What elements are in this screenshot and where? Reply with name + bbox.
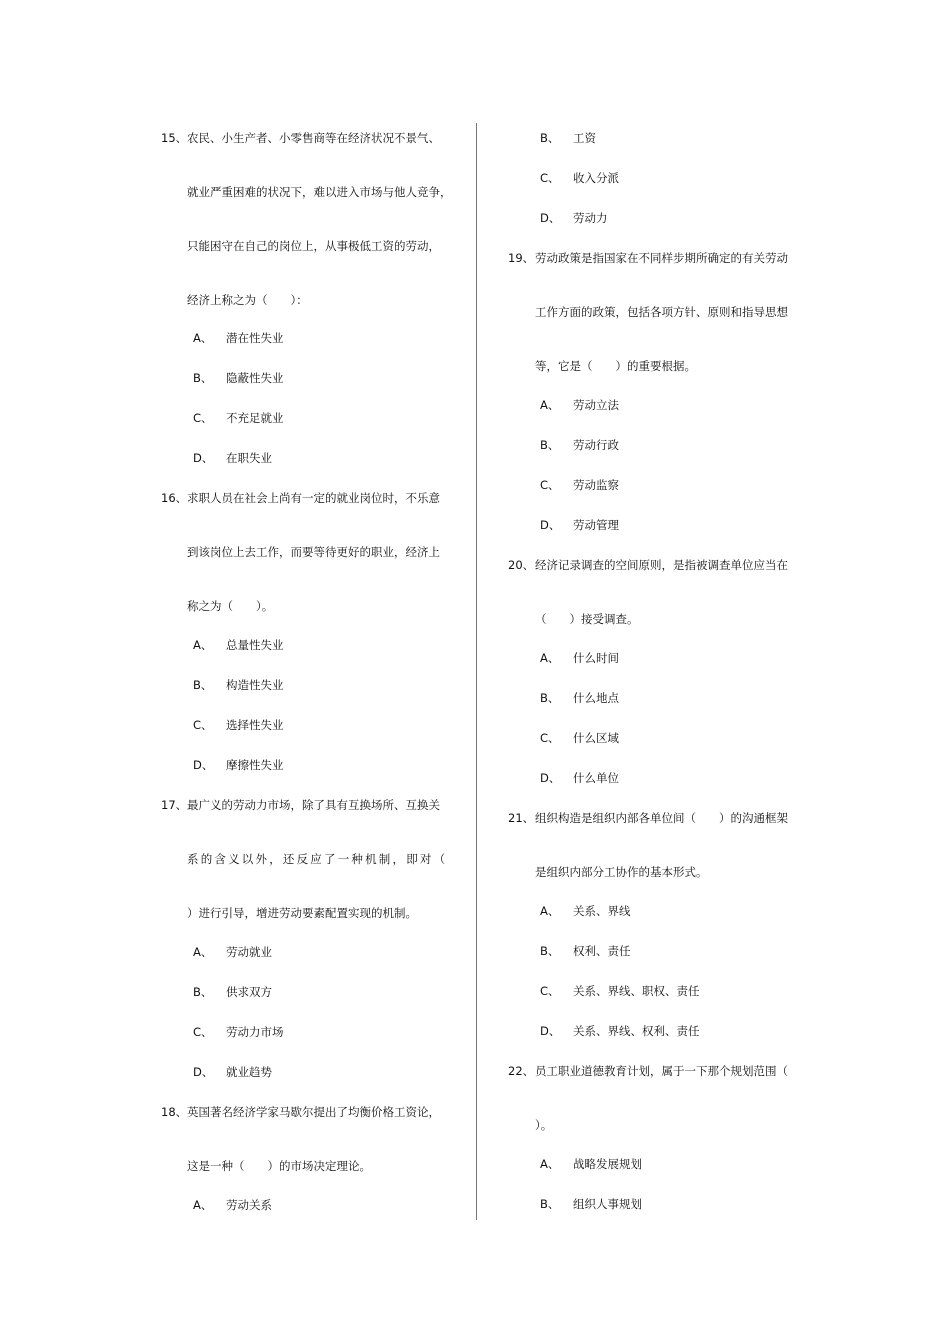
question-text-line: 等，它是（ ）的重要根据。 <box>535 359 696 373</box>
question-text-line: 经济上称之为（ ）： <box>187 293 308 307</box>
option-letter: C、 <box>193 1025 213 1039</box>
option-text: 潜在性失业 <box>226 331 284 345</box>
option-text: 构造性失业 <box>226 678 284 692</box>
question-number: 16、 <box>161 491 188 505</box>
option-text: 劳动监察 <box>573 478 619 492</box>
question-text-line: 组织构造是组织内部各单位间（ ）的沟通框架 <box>535 811 788 825</box>
option-letter: D、 <box>193 451 214 465</box>
option-letter: D、 <box>193 758 214 772</box>
question-number: 17、 <box>161 798 188 812</box>
option-letter: D、 <box>540 771 561 785</box>
option-letter: C、 <box>193 718 213 732</box>
option-letter: A、 <box>540 651 560 665</box>
option-letter: B、 <box>540 1197 560 1211</box>
question-text-line: 到该岗位上去工作，而要等待更好的职业，经济上 <box>187 545 440 559</box>
option-text: 劳动行政 <box>573 438 619 452</box>
question-number: 15、 <box>161 131 188 145</box>
option-text: 选择性失业 <box>226 718 284 732</box>
option-text: 工资 <box>573 131 596 145</box>
option-text: 什么区域 <box>573 731 619 745</box>
option-text: 关系、界线、权利、责任 <box>573 1024 700 1038</box>
question-text-line: （ ）接受调查。 <box>535 612 639 626</box>
option-letter: D、 <box>193 1065 214 1079</box>
option-text: 劳动管理 <box>573 518 619 532</box>
option-text: 劳动就业 <box>226 945 272 959</box>
question-text-line: 系的含义以外，还反应了一种机制，即对（ <box>187 852 448 866</box>
option-text: 就业趋势 <box>226 1065 272 1079</box>
option-letter: C、 <box>540 984 560 998</box>
option-letter: B、 <box>540 131 560 145</box>
option-text: 什么地点 <box>573 691 619 705</box>
question-text-line: 只能困守在自己的岗位上，从事极低工资的劳动， <box>187 239 440 253</box>
question-text-line: ）。 <box>535 1118 553 1132</box>
option-letter: A、 <box>193 1198 213 1212</box>
option-letter: D、 <box>540 518 561 532</box>
option-letter: A、 <box>540 398 560 412</box>
option-text: 在职失业 <box>226 451 272 465</box>
option-text: 劳动关系 <box>226 1198 272 1212</box>
option-text: 战略发展规划 <box>573 1157 642 1171</box>
option-letter: B、 <box>540 691 560 705</box>
option-text: 劳动力 <box>573 211 608 225</box>
option-text: 收入分派 <box>573 171 619 185</box>
option-text: 不充足就业 <box>226 411 284 425</box>
question-text-line: 称之为（ ）。 <box>187 599 274 613</box>
option-letter: A、 <box>193 638 213 652</box>
option-text: 什么时间 <box>573 651 619 665</box>
option-letter: C、 <box>540 171 560 185</box>
option-letter: D、 <box>540 211 561 225</box>
option-letter: B、 <box>193 985 213 999</box>
option-text: 隐蔽性失业 <box>226 371 284 385</box>
option-letter: A、 <box>193 945 213 959</box>
question-text-line: 工作方面的政策，包括各项方针、原则和指导思想 <box>535 305 788 319</box>
question-number: 20、 <box>508 558 535 572</box>
option-letter: B、 <box>540 438 560 452</box>
option-letter: A、 <box>193 331 213 345</box>
option-letter: B、 <box>540 944 560 958</box>
column-divider <box>476 123 477 1220</box>
question-text-line: 员工职业道德教育计划，属于一下那个规划范围（ <box>535 1064 788 1078</box>
option-letter: B、 <box>193 371 213 385</box>
question-text-line: 这是一种（ ）的市场决定理论。 <box>187 1159 371 1173</box>
option-letter: A、 <box>540 904 560 918</box>
question-number: 22、 <box>508 1064 535 1078</box>
question-text-line: 求职人员在社会上尚有一定的就业岗位时，不乐意 <box>187 491 440 505</box>
option-letter: C、 <box>540 478 560 492</box>
question-text-line: ）进行引导，增进劳动要素配置实现的机制。 <box>187 906 417 920</box>
question-text-line: 经济记录调查的空间原则，是指被调查单位应当在 <box>535 558 788 572</box>
option-text: 什么单位 <box>573 771 619 785</box>
question-text-line: 是组织内部分工协作的基本形式。 <box>535 865 708 879</box>
option-text: 摩擦性失业 <box>226 758 284 772</box>
option-letter: A、 <box>540 1157 560 1171</box>
question-text-line: 就业严重困难的状况下，难以进入市场与他人竞争， <box>187 185 452 199</box>
option-text: 劳动力市场 <box>226 1025 284 1039</box>
option-text: 总量性失业 <box>226 638 284 652</box>
option-text: 供求双方 <box>226 985 272 999</box>
option-letter: D、 <box>540 1024 561 1038</box>
option-letter: B、 <box>193 678 213 692</box>
option-letter: C、 <box>193 411 213 425</box>
option-text: 组织人事规划 <box>573 1197 642 1211</box>
question-text-line: 英国著名经济学家马歇尔提出了均衡价格工资论， <box>187 1105 440 1119</box>
question-number: 18、 <box>161 1105 188 1119</box>
question-text-line: 农民、小生产者、小零售商等在经济状况不景气、 <box>187 131 440 145</box>
question-number: 19、 <box>508 251 535 265</box>
option-text: 劳动立法 <box>573 398 619 412</box>
option-text: 关系、界线 <box>573 904 631 918</box>
option-text: 权利、责任 <box>573 944 631 958</box>
question-text-line: 最广义的劳动力市场，除了具有互换场所、互换关 <box>187 798 440 812</box>
option-letter: C、 <box>540 731 560 745</box>
question-text-line: 劳动政策是指国家在不同样步期所确定的有关劳动 <box>535 251 788 265</box>
question-number: 21、 <box>508 811 535 825</box>
option-text: 关系、界线、职权、责任 <box>573 984 700 998</box>
